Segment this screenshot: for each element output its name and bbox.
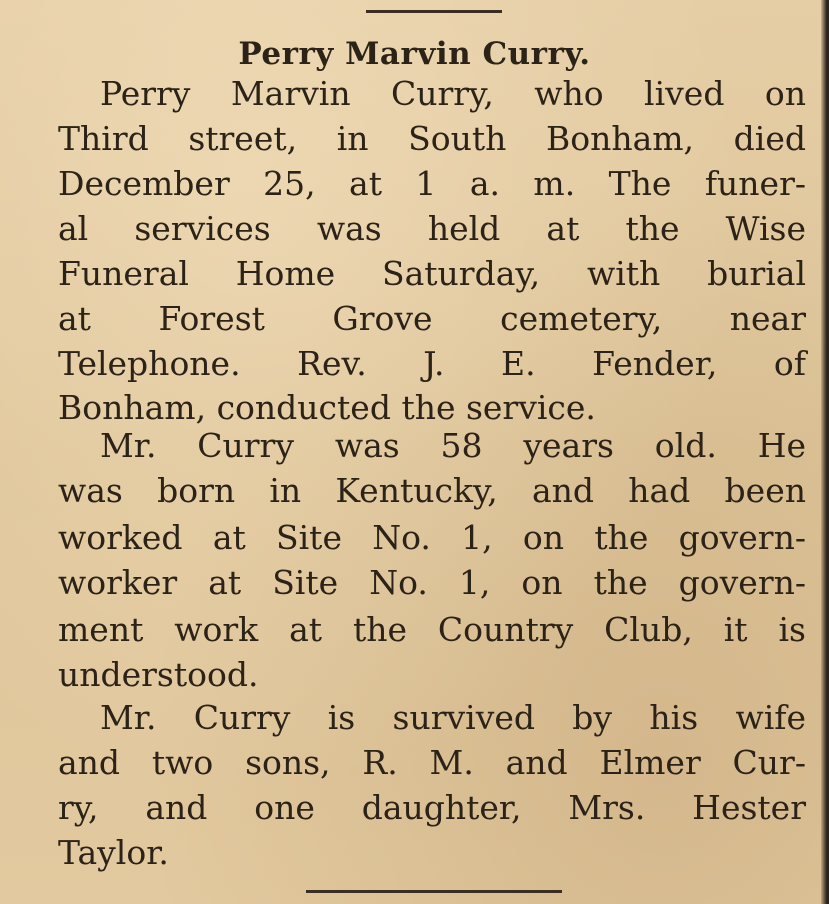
text-line: Taylor. xyxy=(58,833,169,872)
text-line: worked at Site No. 1, on the govern- xyxy=(58,518,806,557)
obituary-headline: Perry Marvin Curry. xyxy=(238,36,591,72)
text-line: December 25, at 1 a. m. The funer- xyxy=(58,164,806,203)
bottom-rule xyxy=(306,890,562,893)
text-line: Third street, in South Bonham, died xyxy=(58,119,806,158)
text-line: ment work at the Country Club, it is xyxy=(58,610,806,649)
text-line: and two sons, R. M. and Elmer Cur- xyxy=(58,743,806,782)
text-line: Funeral Home Saturday, with burial xyxy=(58,254,806,293)
text-line: Perry Marvin Curry, who lived on xyxy=(100,74,806,113)
text-line: al services was held at the Wise xyxy=(58,209,806,248)
text-line: Telephone. Rev. J. E. Fender, of xyxy=(58,344,806,383)
text-line: Mr. Curry was 58 years old. He xyxy=(100,426,806,465)
text-line: worker at Site No. 1, on the govern- xyxy=(58,563,806,602)
text-line: at Forest Grove cemetery, near xyxy=(58,299,806,338)
text-line: was born in Kentucky, and had been xyxy=(58,471,806,510)
text-line: Mr. Curry is survived by his wife xyxy=(100,698,806,737)
text-line: understood. xyxy=(58,655,259,694)
text-line: Bonham, conducted the service. xyxy=(58,388,596,427)
text-line: ry, and one daughter, Mrs. Hester xyxy=(58,788,806,827)
